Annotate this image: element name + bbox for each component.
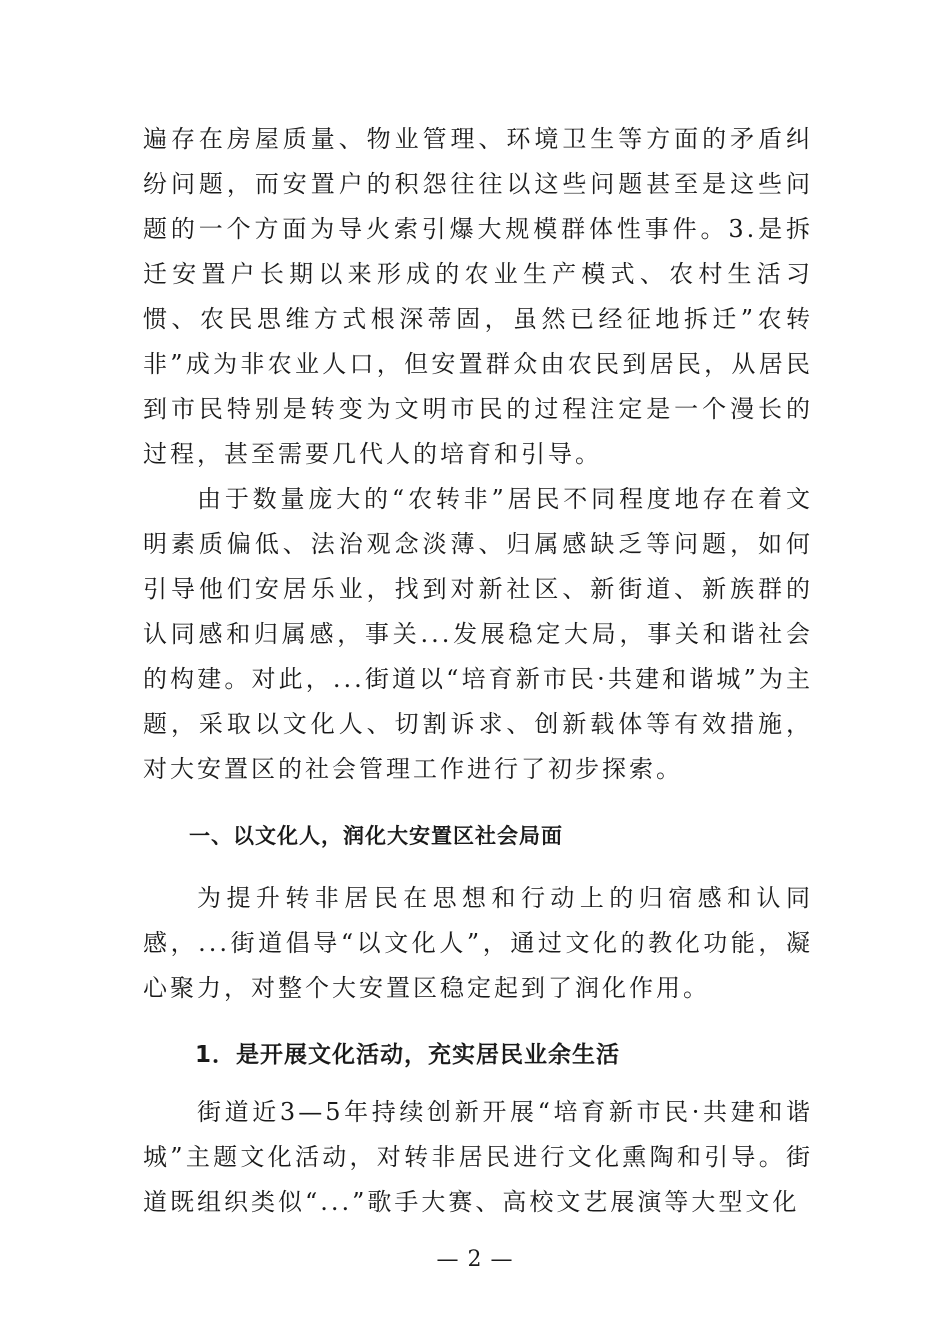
paragraph-subsection: 街道近3—5年持续创新开展“培育新市民·共建和谐城”主题文化活动，对转非居民进行文化熏陶和引导。街道既组织类似“...”歌手大赛、高校文艺展演等大型文化 — [143, 1098, 813, 1216]
subsection-heading-1: 1．是开展文化活动，充实居民业余生活 — [195, 1042, 621, 1068]
section-heading-1: 一、以文化人，润化大安置区社会局面 — [189, 824, 563, 848]
paragraph-section-intro: 为提升转非居民在思想和行动上的归宿感和认同感，...街道倡导“以文化人”，通过文化的教化功能，凝心聚力，对整个大安置区稳定起到了润化作用。 — [143, 884, 813, 1002]
paragraph-continued: 遍存在房屋质量、物业管理、环境卫生等方面的矛盾纠纷问题，而安置户的积怨往往以这些问题甚至是这些问题的一个方面为导火索引爆大规模群体性事件。3.是拆迁安置户长期以来形成的农业生产模式、农村生活习惯、农民思维方式根深蒂固，虽然已经征地拆迁”农转非”成为非农业人口，但安置群众由农民到居民，从居民到市民特别是转变为文明市民的过程注定是一个漫长的过程，甚至需要几代人的培育和引导。 — [143, 125, 813, 468]
document-body — [143, 117, 813, 1225]
paragraph-background: 由于数量庞大的“农转非”居民不同程度地存在着文明素质偏低、法治观念淡薄、归属感缺乏等问题，如何引导他们安居乐业，找到对新社区、新街道、新族群的认同感和归属感，事关...发展稳定大局，事关和谐社会的构建。对此，...街道以“培育新市民·共建和谐城”为主题，采取以文化人、切割诉求、创新载体等有效措施，对大安置区的社会管理工作进行了初步探索。 — [143, 485, 813, 783]
page-number: — 2 — — [436, 1247, 514, 1272]
